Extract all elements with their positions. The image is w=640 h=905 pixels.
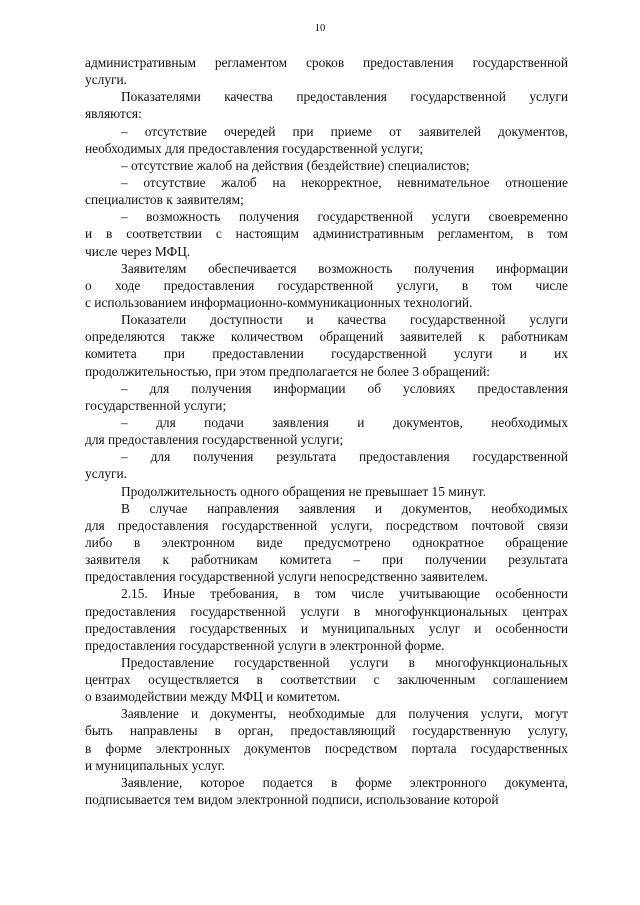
text-line: Продолжительность одного обращения не превышает 15 минут.: [121, 483, 486, 499]
text-line: числе через МФЦ.: [85, 243, 191, 259]
text-line: с использованием информационно-коммуникационных технологий.: [85, 294, 473, 310]
paragraph: [85, 311, 568, 380]
text-line: – для подачи заявления и документов, необходимых: [121, 414, 568, 430]
paragraph: [85, 380, 568, 414]
text-line: 2.15. Иные требования, в том числе учитывающие особенности: [121, 586, 568, 602]
text-line: – отсутствие очередей при приеме от заявителей документов,: [121, 123, 568, 139]
paragraph: [85, 483, 568, 500]
text-line: о ходе предоставления государственной услуги, в том числе: [85, 277, 568, 293]
paragraph: [85, 500, 568, 586]
text-line: Предоставление государственной услуги в многофункциональных: [121, 654, 568, 670]
text-line: комитета при предоставлении государственной услуги и их: [85, 346, 568, 362]
text-line: для предоставления государственной услуги, посредством почтовой связи: [85, 517, 568, 533]
text-line: продолжительностью, при этом предполагается не более 3 обращений:: [85, 363, 491, 379]
text-line: Заявителям обеспечивается возможность получения информации: [121, 260, 568, 276]
text-line: о взаимодействии между МФЦ и комитетом.: [85, 689, 341, 705]
text-line: Заявление, которое подается в форме электронного документа,: [121, 774, 568, 790]
text-line: для предоставления государственной услуги;: [85, 432, 344, 448]
text-line: предоставления государственных и муниципальных услуг и особенности: [85, 620, 568, 636]
text-line: и муниципальных услуг.: [85, 757, 225, 773]
paragraph: [85, 123, 568, 157]
paragraph: [85, 174, 568, 208]
text-line: Показатели доступности и качества государственной услуги: [121, 312, 568, 328]
text-line: государственной услуги;: [85, 397, 227, 413]
text-line: – отсутствие жалоб на некорректное, невнимательное отношение: [121, 174, 568, 190]
text-line: административным регламентом сроков предоставления государственной: [85, 55, 568, 70]
paragraph: [85, 208, 568, 259]
text-line: центрах осуществляется в соответствии с заключенным соглашением: [85, 672, 568, 688]
scan-artifact: [318, 562, 321, 563]
paragraph: [85, 54, 568, 88]
paragraph: [85, 705, 568, 774]
paragraph: [85, 654, 568, 705]
text-line: специалистов к заявителям;: [85, 192, 244, 208]
text-line: – возможность получения государственной услуги своевременно: [121, 209, 568, 225]
text-line: предоставления государственной услуги в многофункциональных центрах: [85, 603, 568, 619]
text-line: подписывается тем видом электронной подписи, использование которой: [85, 792, 499, 808]
text-line: услуги.: [85, 72, 128, 88]
page-number: 10: [314, 23, 326, 34]
document-body: [85, 54, 568, 808]
text-line: заявителя к работникам комитета – при получении результата: [85, 552, 568, 568]
text-line: быть направлены в орган, предоставляющий государственную услугу,: [85, 723, 568, 739]
paragraph: [85, 585, 568, 654]
text-line: определяются также количеством обращений заявителей к работникам: [85, 329, 568, 345]
text-line: Заявление и документы, необходимые для получения услуги, могут: [121, 706, 568, 722]
text-line: в форме электронных документов посредством портала государственных: [85, 740, 568, 756]
paragraph: [85, 774, 568, 808]
text-line: услуги.: [85, 466, 128, 482]
paragraph: [85, 88, 568, 122]
paragraph: [85, 448, 568, 482]
text-line: либо в электронном виде предусмотрено однократное обращение: [85, 534, 568, 550]
text-line: предоставления государственной услуги в электронной форме.: [85, 637, 445, 653]
text-line: необходимых для предоставления государственной услуги;: [85, 140, 424, 156]
text-line: Показателями качества предоставления государственной услуги: [121, 89, 568, 105]
text-line: – для получения информации об условиях предоставления: [121, 380, 568, 396]
text-line: – отсутствие жалоб на действия (бездействие) специалистов;: [121, 157, 470, 173]
text-line: являются:: [85, 106, 142, 122]
paragraph: [85, 157, 568, 174]
text-line: и в соответствии с настоящим административным регламентом, в том: [85, 226, 568, 242]
text-line: – для получения результата предоставления государственной: [121, 449, 568, 465]
text-line: предоставления государственной услуги непосредственно заявителем.: [85, 569, 488, 585]
text-line: В случае направления заявления и документов, необходимых: [121, 500, 568, 516]
scan-artifact: [564, 776, 565, 784]
paragraph: [85, 414, 568, 448]
paragraph: [85, 260, 568, 311]
